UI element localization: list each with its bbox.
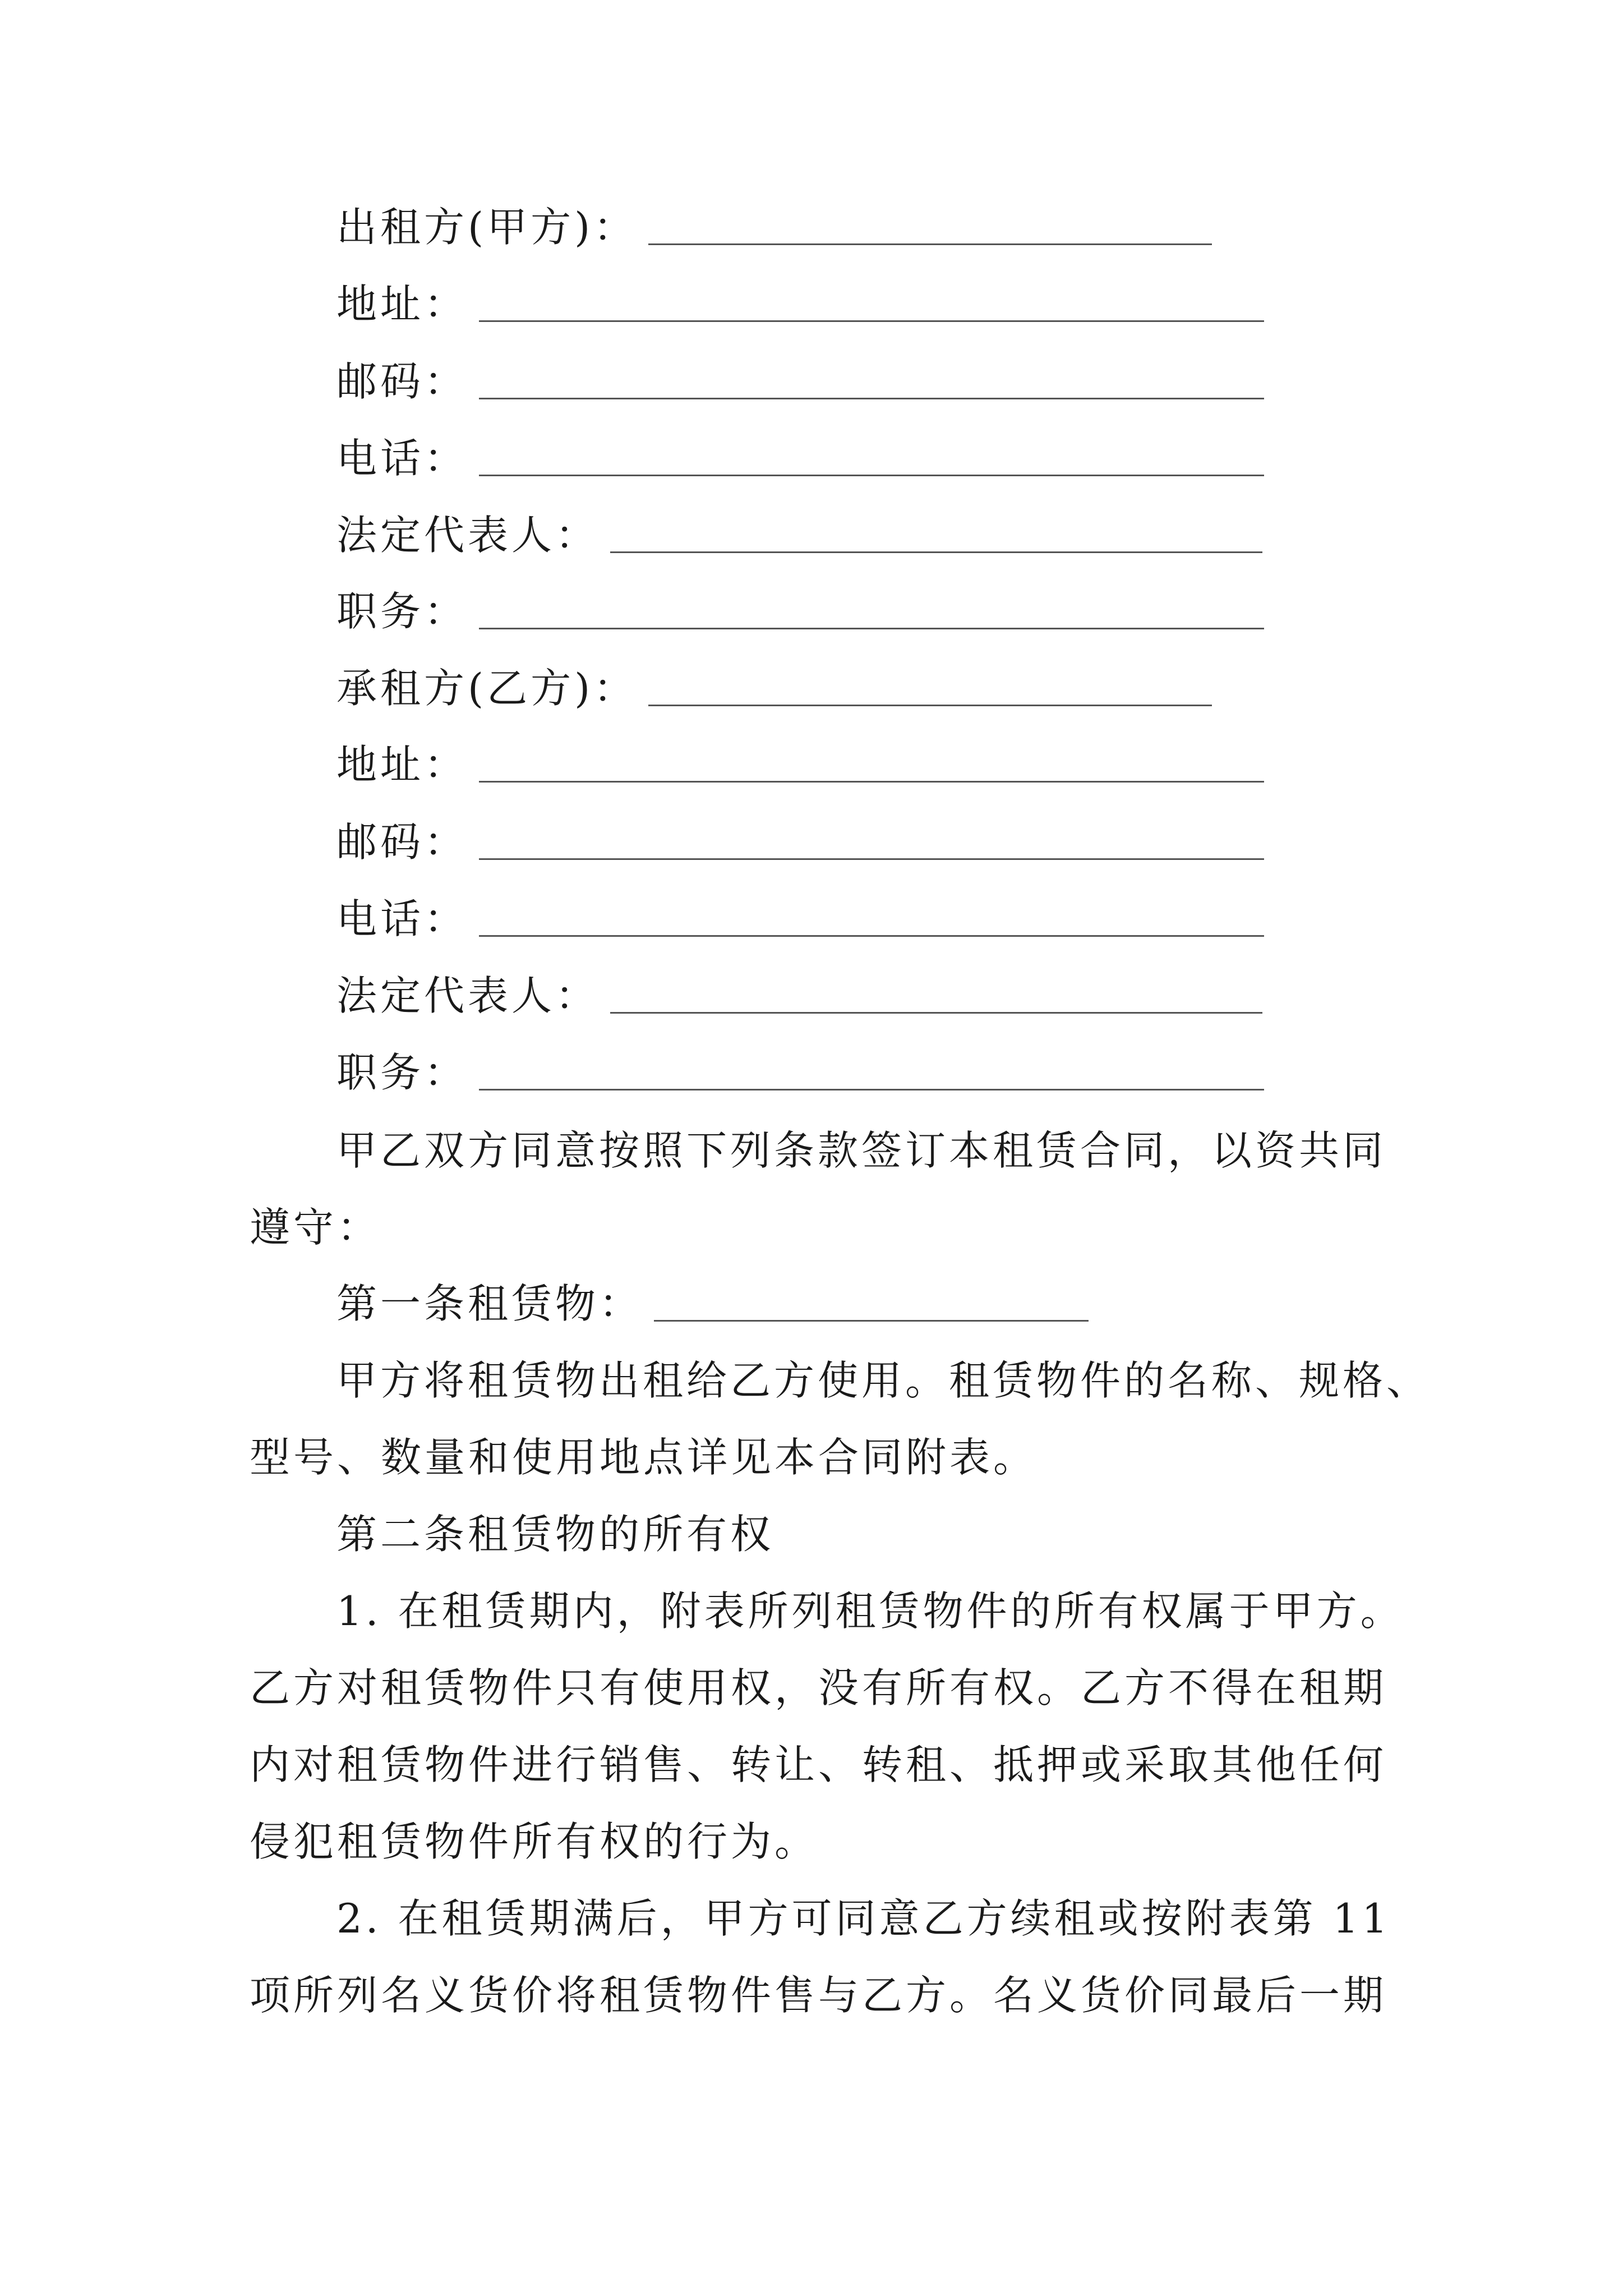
party-b-name-blank[interactable] <box>648 671 1212 706</box>
party-a-legal-rep-row <box>336 507 1262 563</box>
party-a-phone-label: 电话： <box>336 435 468 482</box>
article-2-p2-line-1: 2. 在租赁期满后，甲方可同意乙方续租或按附表第 11 <box>336 1895 1391 1942</box>
party-a-address-label: 地址： <box>336 280 468 328</box>
party-a-name-blank[interactable] <box>648 210 1212 245</box>
article-2-title: 第二条租赁物的所有权 <box>336 1511 774 1558</box>
article-1-title: 第一条租赁物： <box>336 1280 643 1327</box>
article-1-blank[interactable] <box>654 1286 1089 1322</box>
article-2-p1-line-4: 侵犯租赁物件所有权的行为。 <box>250 1818 819 1865</box>
party-b-position-row <box>336 1045 1264 1101</box>
article-2-p2-line-2: 项所列名义货价将租赁物件售与乙方。名义货价同最后一期 <box>250 1972 1387 2019</box>
party-b-legal-rep-blank[interactable] <box>610 978 1262 1014</box>
intro-line-2: 遵守： <box>250 1204 381 1251</box>
party-a-postcode-row <box>336 353 1264 409</box>
party-b-phone-label: 电话： <box>336 895 468 942</box>
article-2-p1-line-1: 1. 在租赁期内，附表所列租赁物件的所有权属于甲方。 <box>336 1588 1404 1635</box>
party-b-legal-rep-row <box>336 968 1262 1024</box>
article-1-title-row <box>336 1276 1089 1332</box>
party-a-position-blank[interactable] <box>479 594 1264 629</box>
party-b-address-row <box>336 737 1264 793</box>
party-b-address-label: 地址： <box>336 741 468 788</box>
party-a-heading: 出租方(甲方)： <box>336 204 638 251</box>
party-b-legal-rep-label: 法定代表人： <box>336 972 600 1019</box>
party-a-address-row <box>336 276 1264 332</box>
article-1-line-2: 型号、数量和使用地点详见本合同附表。 <box>250 1434 1038 1481</box>
party-a-phone-row <box>336 430 1264 486</box>
party-b-address-blank[interactable] <box>479 747 1264 783</box>
party-a-legal-rep-label: 法定代表人： <box>336 512 600 559</box>
party-b-position-blank[interactable] <box>479 1055 1264 1091</box>
party-b-heading-row <box>336 660 1212 716</box>
party-b-position-label: 职务： <box>336 1049 468 1096</box>
party-a-postcode-label: 邮码： <box>336 358 468 405</box>
party-b-phone-blank[interactable] <box>479 901 1264 937</box>
article-1-line-1: 甲方将租赁物出租给乙方使用。租赁物件的名称、规格、 <box>336 1357 1431 1404</box>
article-2-p1-line-3: 内对租赁物件进行销售、转让、转租、抵押或采取其他任何 <box>250 1741 1387 1788</box>
party-a-legal-rep-blank[interactable] <box>610 518 1262 553</box>
party-b-postcode-label: 邮码： <box>336 818 468 866</box>
party-a-phone-blank[interactable] <box>479 441 1264 476</box>
party-b-heading: 承租方(乙方)： <box>336 665 638 712</box>
party-a-position-label: 职务： <box>336 588 468 635</box>
article-2-p1-line-2: 乙方对租赁物件只有使用权，没有所有权。乙方不得在租期 <box>250 1664 1387 1711</box>
party-b-postcode-row <box>336 814 1264 870</box>
party-b-phone-row <box>336 891 1264 947</box>
party-a-address-blank[interactable] <box>479 287 1264 322</box>
party-a-postcode-blank[interactable] <box>479 364 1264 399</box>
party-a-heading-row <box>336 199 1212 255</box>
party-b-postcode-blank[interactable] <box>479 825 1264 860</box>
party-a-position-row <box>336 583 1264 639</box>
intro-line-1: 甲乙双方同意按照下列条款签订本租赁合同，以资共同 <box>336 1127 1387 1174</box>
